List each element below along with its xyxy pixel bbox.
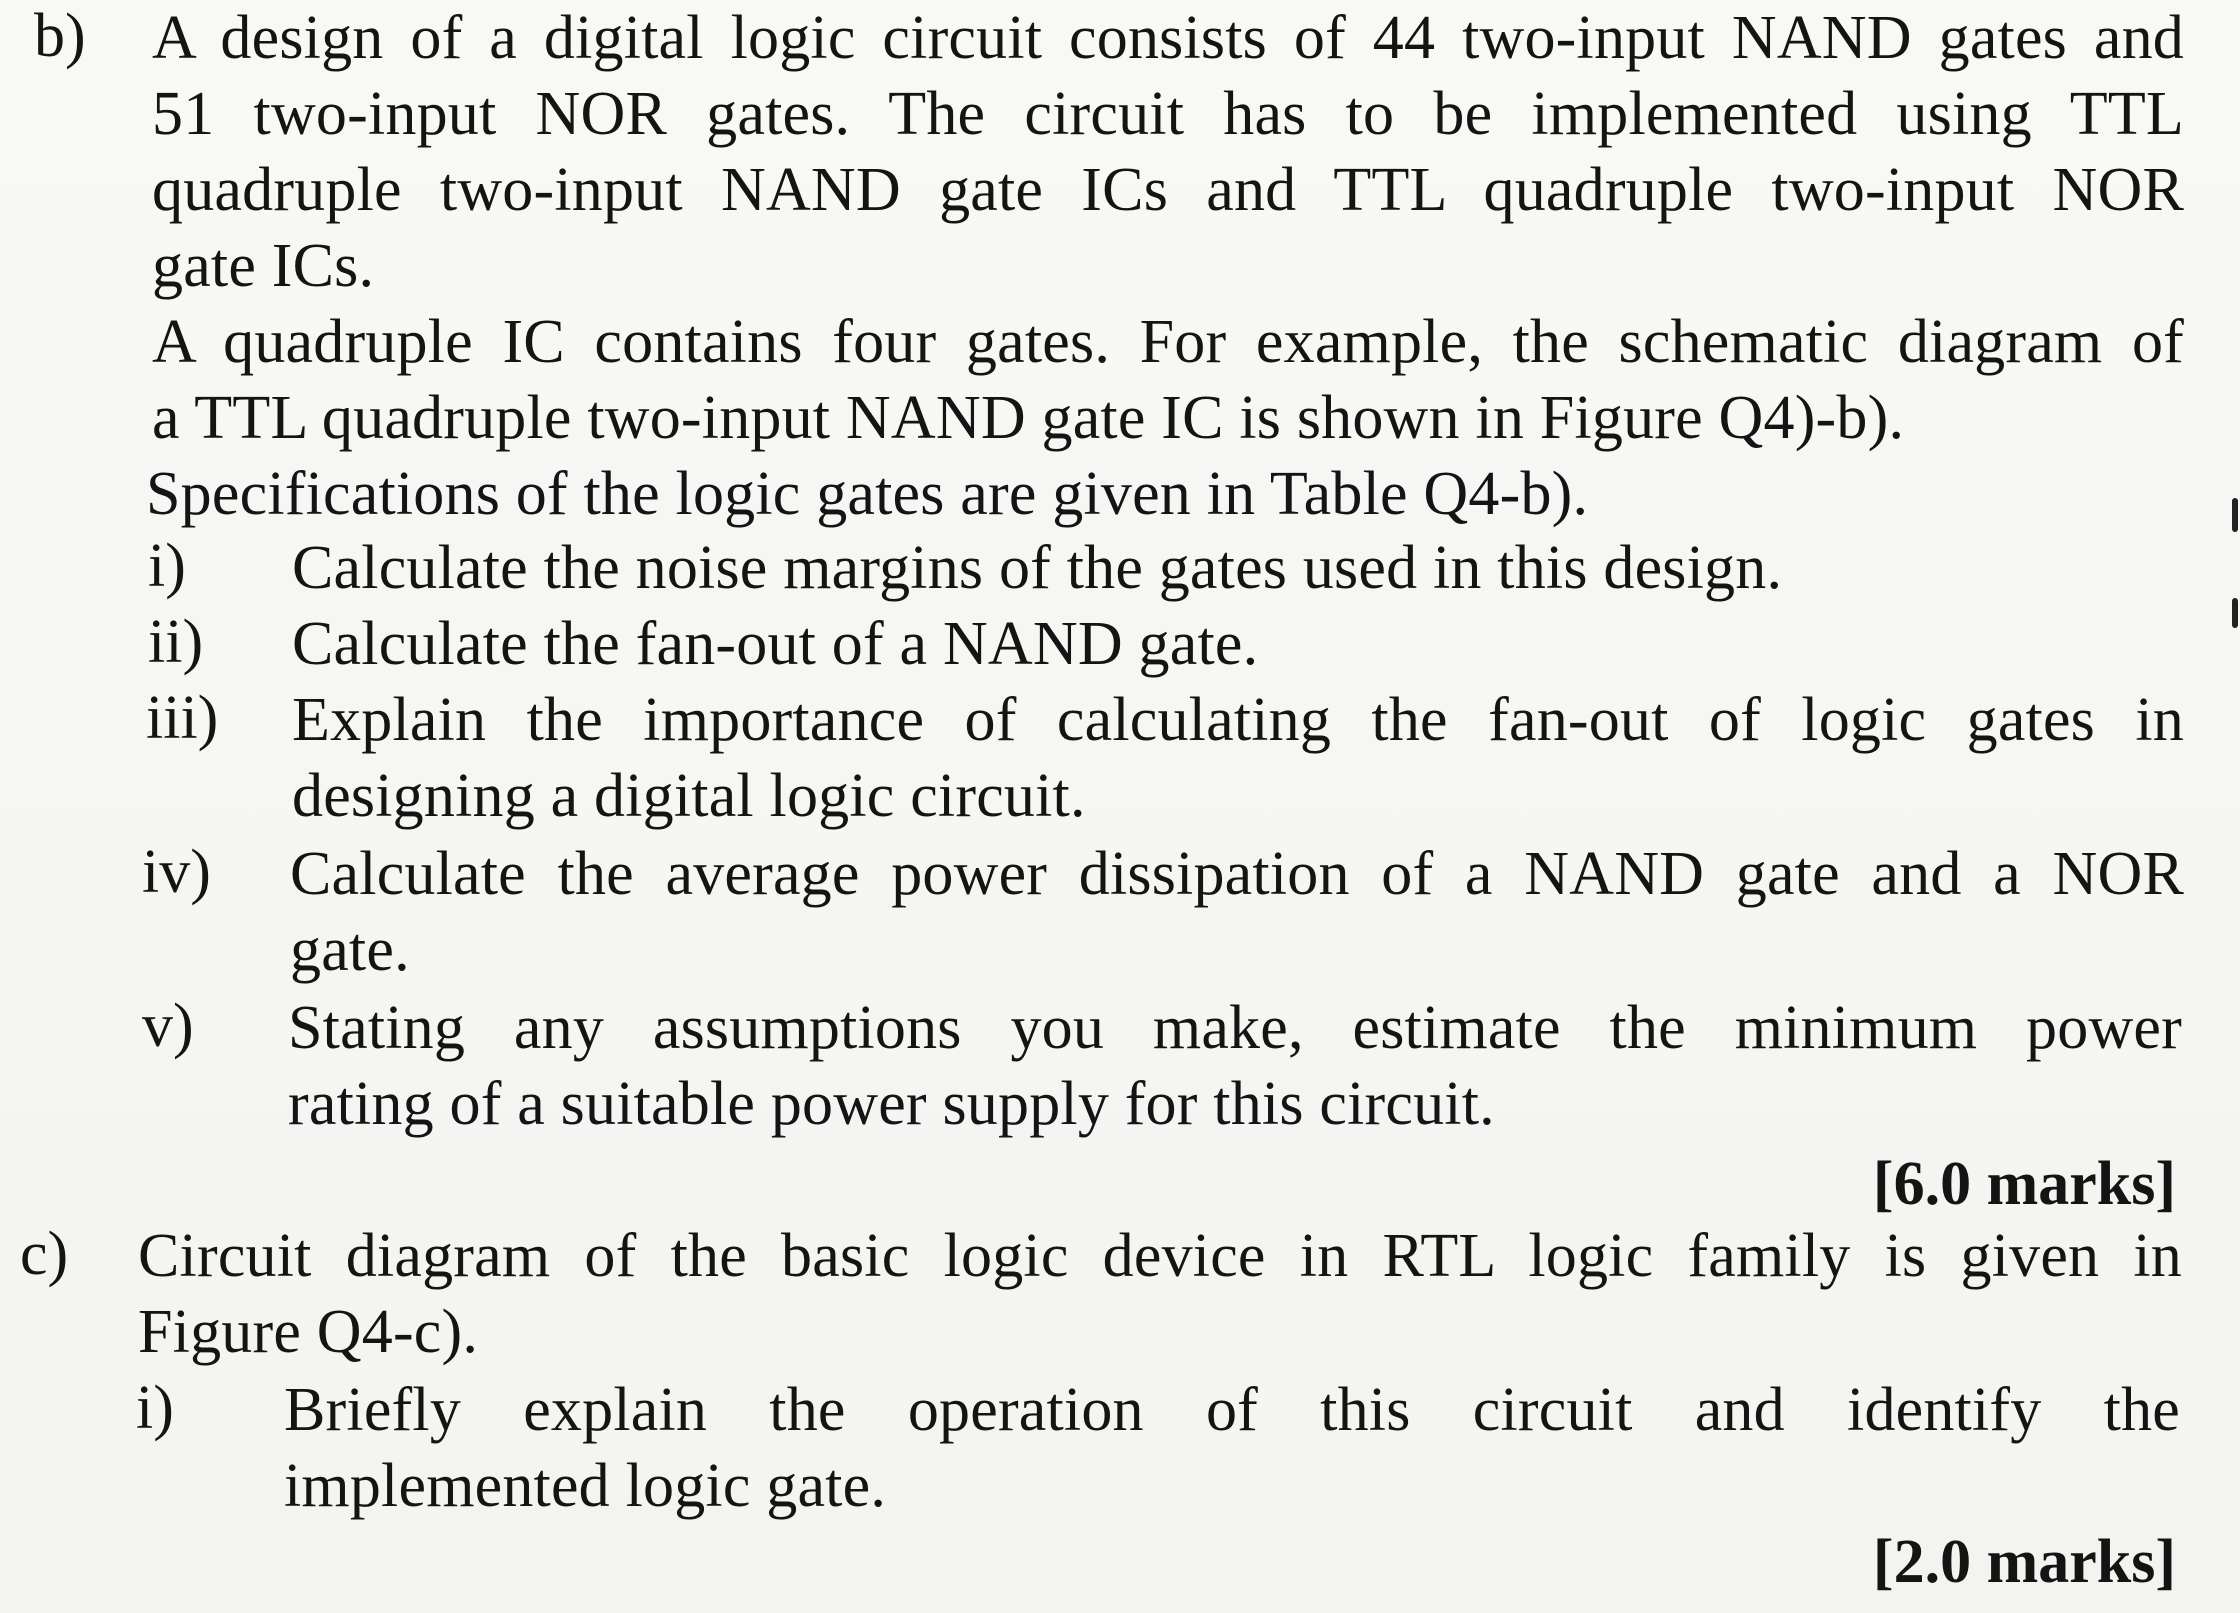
- part-b-subpart-iii-line-2: designing a digital logic circuit.: [292, 762, 1086, 830]
- part-b-marks: [6.0 marks]: [1872, 1150, 2176, 1218]
- part-b-line-2: 51 two-input NOR gates. The circuit has to be implemented using TTL: [152, 80, 2184, 148]
- part-b-subpart-iii-line-1: Explain the importance of calculating the fan-out of logic gates in: [292, 686, 2184, 754]
- part-c-marks: [2.0 marks]: [1872, 1528, 2176, 1596]
- part-b-line-5: A quadruple IC contains four gates. For example, the schematic diagram of: [152, 308, 2184, 376]
- part-b-subpart-i-line-1: Calculate the noise margins of the gates used in this design.: [292, 534, 1783, 602]
- part-c-line-2: Figure Q4-c).: [138, 1298, 479, 1366]
- part-b-line-6: a TTL quadruple two-input NAND gate IC is shown in Figure Q4)-b).: [152, 384, 1905, 452]
- part-b-subpart-iii-label: iii): [146, 684, 219, 752]
- part-b-subpart-ii-label: ii): [148, 608, 204, 676]
- part-c-line-1: Circuit diagram of the basic logic device in RTL logic family is given in: [138, 1222, 2182, 1290]
- part-b-subpart-v-label: v): [142, 992, 194, 1060]
- part-b-line-4: gate ICs.: [152, 232, 375, 300]
- part-c-subpart-i-line-2: implemented logic gate.: [284, 1452, 887, 1520]
- part-b-subpart-v-line-1: Stating any assumptions you make, estimate the minimum power: [288, 994, 2182, 1062]
- part-b-subpart-i-label: i): [148, 532, 186, 600]
- part-c-subpart-i-line-1: Briefly explain the operation of this circuit and identify the: [284, 1376, 2180, 1444]
- part-b-label: b): [34, 2, 86, 70]
- part-b-subpart-iv-label: iv): [142, 838, 211, 906]
- part-b-line-3: quadruple two-input NAND gate ICs and TTL quadruple two-input NOR: [152, 156, 2184, 224]
- part-b-subpart-v-line-2: rating of a suitable power supply for this circuit.: [288, 1070, 1495, 1138]
- part-b-line-1: A design of a digital logic circuit consists of 44 two-input NAND gates and: [152, 4, 2184, 72]
- part-c-subpart-i-label: i): [136, 1374, 174, 1442]
- part-b-subpart-iv-line-2: gate.: [290, 916, 410, 984]
- part-c-label: c): [20, 1220, 69, 1288]
- scan-edge-mark: [2232, 598, 2238, 628]
- part-b-subpart-iv-line-1: Calculate the average power dissipation of a NAND gate and a NOR: [290, 840, 2184, 908]
- part-b-line-7: Specifications of the logic gates are given in Table Q4-b).: [146, 460, 1589, 528]
- scan-edge-mark: [2232, 498, 2238, 532]
- part-b-subpart-ii-line-1: Calculate the fan-out of a NAND gate.: [292, 610, 1259, 678]
